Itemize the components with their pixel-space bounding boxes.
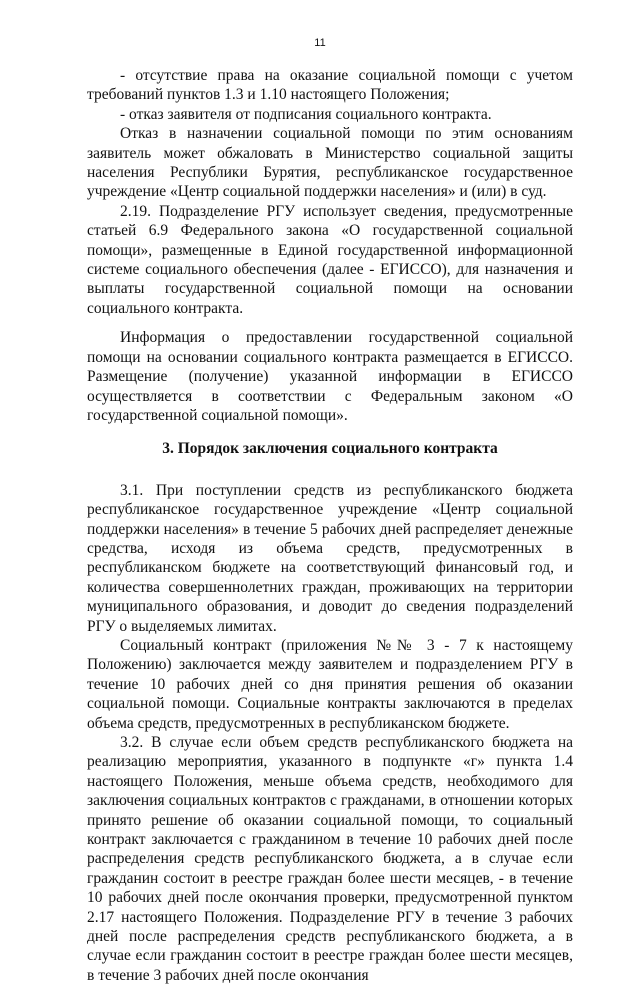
paragraph: 3.2. В случае если объем средств республиканского бюджета на реализацию мероприятия, указанного в подпункте «г» пункта 1.4 настоящего Положения, меньше объема средств, необходимого для заключения социальных контрактов с гражданами, в отношении которых принято решение об оказании социальной помощи, то социальный контракт заключается с гражданином в течение 10 рабочих дней после распределения средств республиканского бюджета, а в случае если гражданин состоит в реестре граждан более шести месяцев, - в течение 10 рабочих дней после окончания проверки, предусмотренной пунктом 2.17 настоящего Положения. Подразделение РГУ в течение 3 рабочих дней после распределения средств республиканского бюджета, а в случае если гражданин состоит в реестре граждан более шести месяцев, в течение 3 рабочих дней после окончания [87, 734, 573, 984]
paragraph: Информация о предоставлении государственной социальной помощи на основании социального контракта размещается в ЕГИССО. Размещение (получение) указанной информации в ЕГИССО осуществляется в соответствии с Федеральным законом «О государственной социальной помощи». [87, 329, 573, 424]
paragraph: Социальный контракт (приложения №№ 3 - 7 к настоящему Положению) заключается между заявителем и подразделением РГУ в течение 10 рабочих дней со дня принятия решения об оказании социальной помощи. Социальные контракты заключаются в пределах объема средств, предусмотренных в республиканском бюджете. [87, 636, 573, 732]
paragraph: - отсутствие права на оказание социальной помощи с учетом требований пунктов 1.3 и 1.10 настоящего Положения; [87, 67, 573, 104]
paragraph: 3.1. При поступлении средств из республиканского бюджета республиканское государственное учреждение «Центр социальной поддержки населения» в течение 5 рабочих дней распределяет денежные средства, исходя из объема средств, предусмотренных в республиканском бюджете на соответствующий финансовый год, и количества совершеннолетних граждан, проживающих на территории муниципального образования, и доводит до сведения подразделений РГУ о выделяемых лимитах. [87, 481, 573, 635]
section-heading: 3. Порядок заключения социального контракта [162, 440, 498, 458]
paragraph: - отказ заявителя от подписания социального контракта. [120, 105, 492, 123]
document-body [87, 66, 573, 985]
page-number: 11 [314, 37, 326, 49]
paragraph: 2.19. Подразделение РГУ использует сведения, предусмотренные статьей 6.9 Федерального закона «О государственной социальной помощи», размещенные в Единой государственной информационной системе социального обеспечения (далее - ЕГИССО), для назначения и выплаты государственной социальной помощи на основании социального контракта. [87, 202, 573, 317]
paragraph: Отказ в назначении социальной помощи по этим основаниям заявитель может обжаловать в Министерство социальной защиты населения Республики Бурятия, республиканское государственное учреждение «Центр социальной поддержки населения» и (или) в суд. [87, 125, 573, 201]
